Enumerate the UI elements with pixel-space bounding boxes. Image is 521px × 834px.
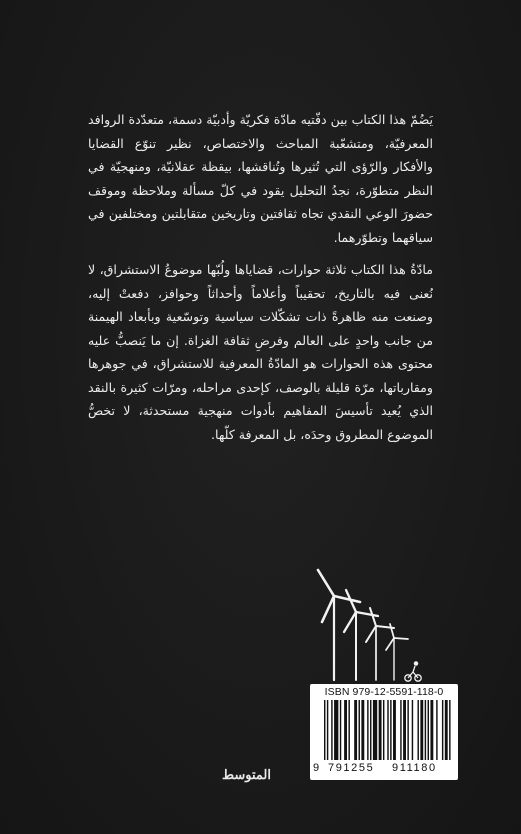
isbn-barcode <box>310 684 458 780</box>
isbn-label: ISBN 979-12-5591-118-0 <box>324 686 444 698</box>
blurb-paragraph-1: يَضُمّ هذا الكتاب بين دفّتيه مادّة فكريّة وأدبيّة دسمة، متعدّدة الروافد المعرفيّة، ومتشعّبة المباحث والاختصاص، نظير تنوّع القضايا والأفكار والرّؤى التي تُثيرها وتُناقشها، بيقظة عقلانيّة، ومنهجيّة في النظر متطوّرة، نجدُ التحليل يقود في كلّ مسألة وملاحظة وموقف حضورَ الوعي النقدي تجاه ثقافتين وتاريخين متقابلتين ومختلفين في سياقهما وتطوّرهما. <box>88 112 433 245</box>
barcode-digits-left: 791255 <box>328 762 375 774</box>
cyclist-icon <box>405 662 421 681</box>
barcode-digit-first: 9 <box>313 762 320 774</box>
blurb-paragraph-2: مادّةُ هذا الكتاب ثلاثة حوارات، قضاياها ولُبّها موضوعُ الاستشراق، لا نُعنى فيه بالتاريخ، تحقيباً وأعلاماً وأحداثاً وحوافز، دفعتْ إليه، وصنعت منه ظاهرةً ذات تشكّلات سياسية وتوسّعية وبأبعاد الهيمنة من جانب واحدٍ على العالم وفرضِ ثقافة الغزاة. إن ما يَنصبُّ عليه محتوى هذه الحوارات هو المادّةُ المعرفية للاستشراق، في جوهرها ومقارباتها، مرّة قليلة بالوصف، كإحدى مراحله، ومرّات كثيرة بالنقد الذي يُعيد تأسيسَ المفاهيم بأدوات منهجية مستحدثة، لا تخصُّ الموضوع المطروق وحدَه، بل المعرفة كلّها. <box>88 262 433 442</box>
publisher-logo: المتوسط <box>222 768 271 783</box>
wind-turbines-illustration <box>300 568 425 688</box>
barcode-digits-right: 911180 <box>392 762 437 774</box>
barcode-bars <box>324 700 452 760</box>
